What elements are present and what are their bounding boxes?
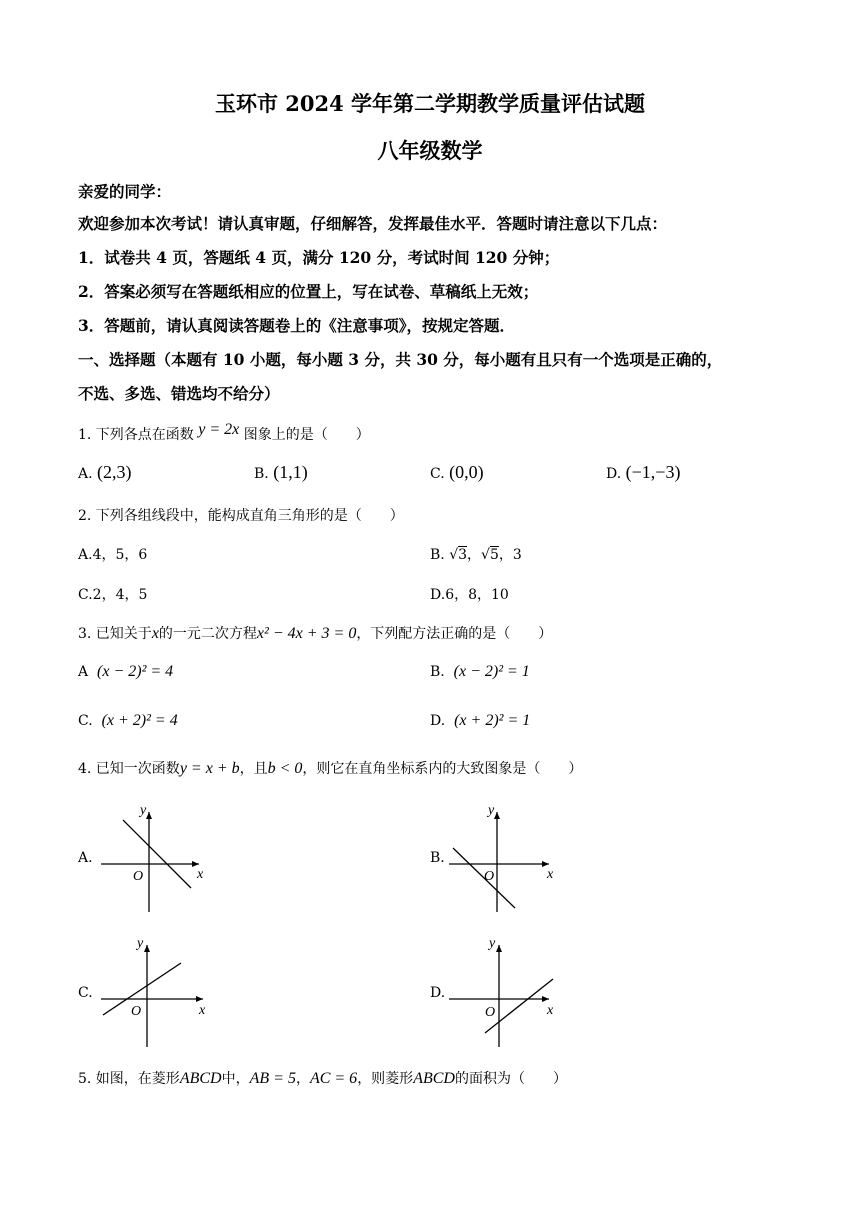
q4-option-b-label[interactable]: B. <box>430 850 445 866</box>
option-label: C. <box>430 466 445 482</box>
origin-label: O <box>485 1005 496 1020</box>
option-value: (0,0) <box>449 462 484 482</box>
option-value: 2，4，5 <box>92 587 148 603</box>
q4-option-a-label[interactable]: A. <box>78 850 93 866</box>
option-label: B. <box>254 466 269 482</box>
option-label: A. <box>78 547 93 563</box>
q3-option-a[interactable] <box>78 663 173 681</box>
q4-stem-start: 4. 已知一次函数 <box>78 761 180 777</box>
function-line <box>103 963 181 1015</box>
q5-stem-mid2: ，则菱形 <box>357 1071 414 1087</box>
q4-graph-b[interactable] <box>445 800 570 920</box>
q1-option-d[interactable] <box>606 462 680 483</box>
option-value: (x + 2)² = 1 <box>454 712 531 729</box>
q2-option-a[interactable] <box>78 544 147 564</box>
welcome-text: 欢迎参加本次考试！请认真审题，仔细解答，发挥最佳水平．答题时请注意以下几点： <box>78 214 668 233</box>
q4-condition: b < 0 <box>267 760 303 777</box>
option-value: (x − 2)² = 4 <box>97 663 174 680</box>
q4-graph-c[interactable] <box>95 935 220 1055</box>
option-label: D. <box>606 466 622 482</box>
q3-option-b[interactable] <box>430 663 530 681</box>
option-label: C. <box>78 587 93 603</box>
q4-stem-end: ，则它在直角坐标系内的大致图象是（ ） <box>302 761 583 777</box>
q5-shape-name: ABCD <box>179 1070 222 1087</box>
sqrt-icon: √ <box>481 547 490 563</box>
note-1: 1．试卷共 4 页，答题纸 4 页，满分 120 分，考试时间 120 分钟； <box>78 248 560 267</box>
q2-option-b[interactable] <box>430 544 522 564</box>
option-label: D. <box>430 713 446 729</box>
q1-stem-end: 图象上的是（ ） <box>243 427 370 443</box>
option-value: (−1,−3) <box>625 462 681 482</box>
q3-option-c[interactable] <box>78 712 178 730</box>
q3-stem-mid: 的一元二次方程 <box>158 626 257 642</box>
q3-option-d[interactable] <box>430 712 530 730</box>
y-axis-label: y <box>140 803 147 818</box>
q1-option-c[interactable] <box>430 462 484 483</box>
option-value: 6，8，10 <box>445 587 509 603</box>
question-1 <box>78 421 370 444</box>
note-2: 2．答案必须写在答题纸相应的位置上，写在试卷、草稿纸上无效； <box>78 282 539 301</box>
y-axis-arrow-icon <box>146 812 152 819</box>
x-axis-label: x <box>199 1003 206 1018</box>
option-label: B. <box>430 547 445 563</box>
q3-stem-start: 3. 已知关于 <box>78 626 152 642</box>
origin-label: O <box>484 869 495 884</box>
question-4 <box>78 758 582 778</box>
q1-stem-start: 1. 下列各点在函数 <box>78 427 194 443</box>
q4-formula: y = x + b <box>179 760 240 777</box>
function-line <box>485 979 553 1033</box>
x-axis-label: x <box>547 1003 554 1018</box>
section-heading-cont: 不选、多选、错选均不给分） <box>78 384 280 403</box>
option-label: B. <box>430 664 445 680</box>
q3-equation: x² − 4x + 3 = 0 <box>256 625 357 642</box>
exam-title: 玉环市 2024 学年第二学期教学质量评估试题 <box>214 91 646 116</box>
origin-label: O <box>131 1004 142 1019</box>
option-value: (2,3) <box>97 462 132 482</box>
q5-stem-start: 5. 如图，在菱形 <box>78 1071 180 1087</box>
y-axis-arrow-icon <box>496 945 502 952</box>
exam-subtitle: 八年级数学 <box>377 138 483 163</box>
q5-ab-length: AB = 5 <box>249 1070 296 1087</box>
separator: ， <box>467 547 482 563</box>
y-axis-label: y <box>488 803 495 818</box>
option-value: 4，5，6 <box>92 547 148 563</box>
y-axis-arrow-icon <box>494 812 500 819</box>
q1-option-a[interactable] <box>78 462 132 483</box>
q1-option-b[interactable] <box>254 462 308 483</box>
x-axis-label: x <box>197 867 204 882</box>
x-axis-arrow-icon <box>196 996 203 1002</box>
question-5 <box>78 1068 567 1088</box>
q3-stem-end: ，下列配方法正确的是（ ） <box>356 626 553 642</box>
q4-graph-d[interactable] <box>445 935 570 1055</box>
radicand: 3 <box>458 547 468 563</box>
option-value: (x + 2)² = 4 <box>101 712 178 729</box>
q1-formula: y = 2x <box>198 421 240 438</box>
option-label: A <box>78 664 89 680</box>
sqrt-icon: √ <box>449 547 459 563</box>
q4-option-c-label[interactable]: C. <box>78 985 93 1001</box>
option-value: (x − 2)² = 1 <box>453 663 530 680</box>
note-3: 3．答题前，请认真阅读答题卷上的《注意事项》，按规定答题． <box>78 316 516 335</box>
option-value: ，3 <box>498 547 522 563</box>
q5-stem-end: 的面积为（ ） <box>454 1071 567 1087</box>
q4-stem-mid: ，且 <box>239 761 268 777</box>
y-axis-label: y <box>137 936 144 951</box>
q2-option-c[interactable] <box>78 584 147 604</box>
x-axis-arrow-icon <box>542 996 549 1002</box>
question-3 <box>78 623 552 643</box>
y-axis-arrow-icon <box>144 945 150 952</box>
q5-shape-name-2: ABCD <box>413 1070 455 1087</box>
section-heading: 一、选择题（本题有 10 小题，每小题 3 分，共 30 分，每小题有且只有一个选项是正确的， <box>78 350 723 369</box>
y-axis-label: y <box>489 936 496 951</box>
q2-option-d[interactable] <box>430 584 509 604</box>
option-value: (1,1) <box>273 462 308 482</box>
q4-graph-a[interactable] <box>95 800 220 920</box>
question-2: 2. 下列各组线段中，能构成直角三角形的是（ ） <box>78 508 404 524</box>
radicand: 5 <box>489 547 499 563</box>
option-label: D. <box>430 587 446 603</box>
x-axis-label: x <box>547 867 554 882</box>
greeting: 亲爱的同学： <box>78 182 172 201</box>
q4-option-d-label[interactable]: D. <box>430 985 446 1001</box>
q5-stem-mid: 中， <box>221 1071 250 1087</box>
origin-label: O <box>133 869 144 884</box>
q3-variable: x <box>151 625 159 642</box>
q5-separator: ， <box>295 1071 310 1087</box>
option-label: C. <box>78 713 93 729</box>
option-label: A. <box>78 466 93 482</box>
q5-ac-length: AC = 6 <box>309 1070 358 1087</box>
